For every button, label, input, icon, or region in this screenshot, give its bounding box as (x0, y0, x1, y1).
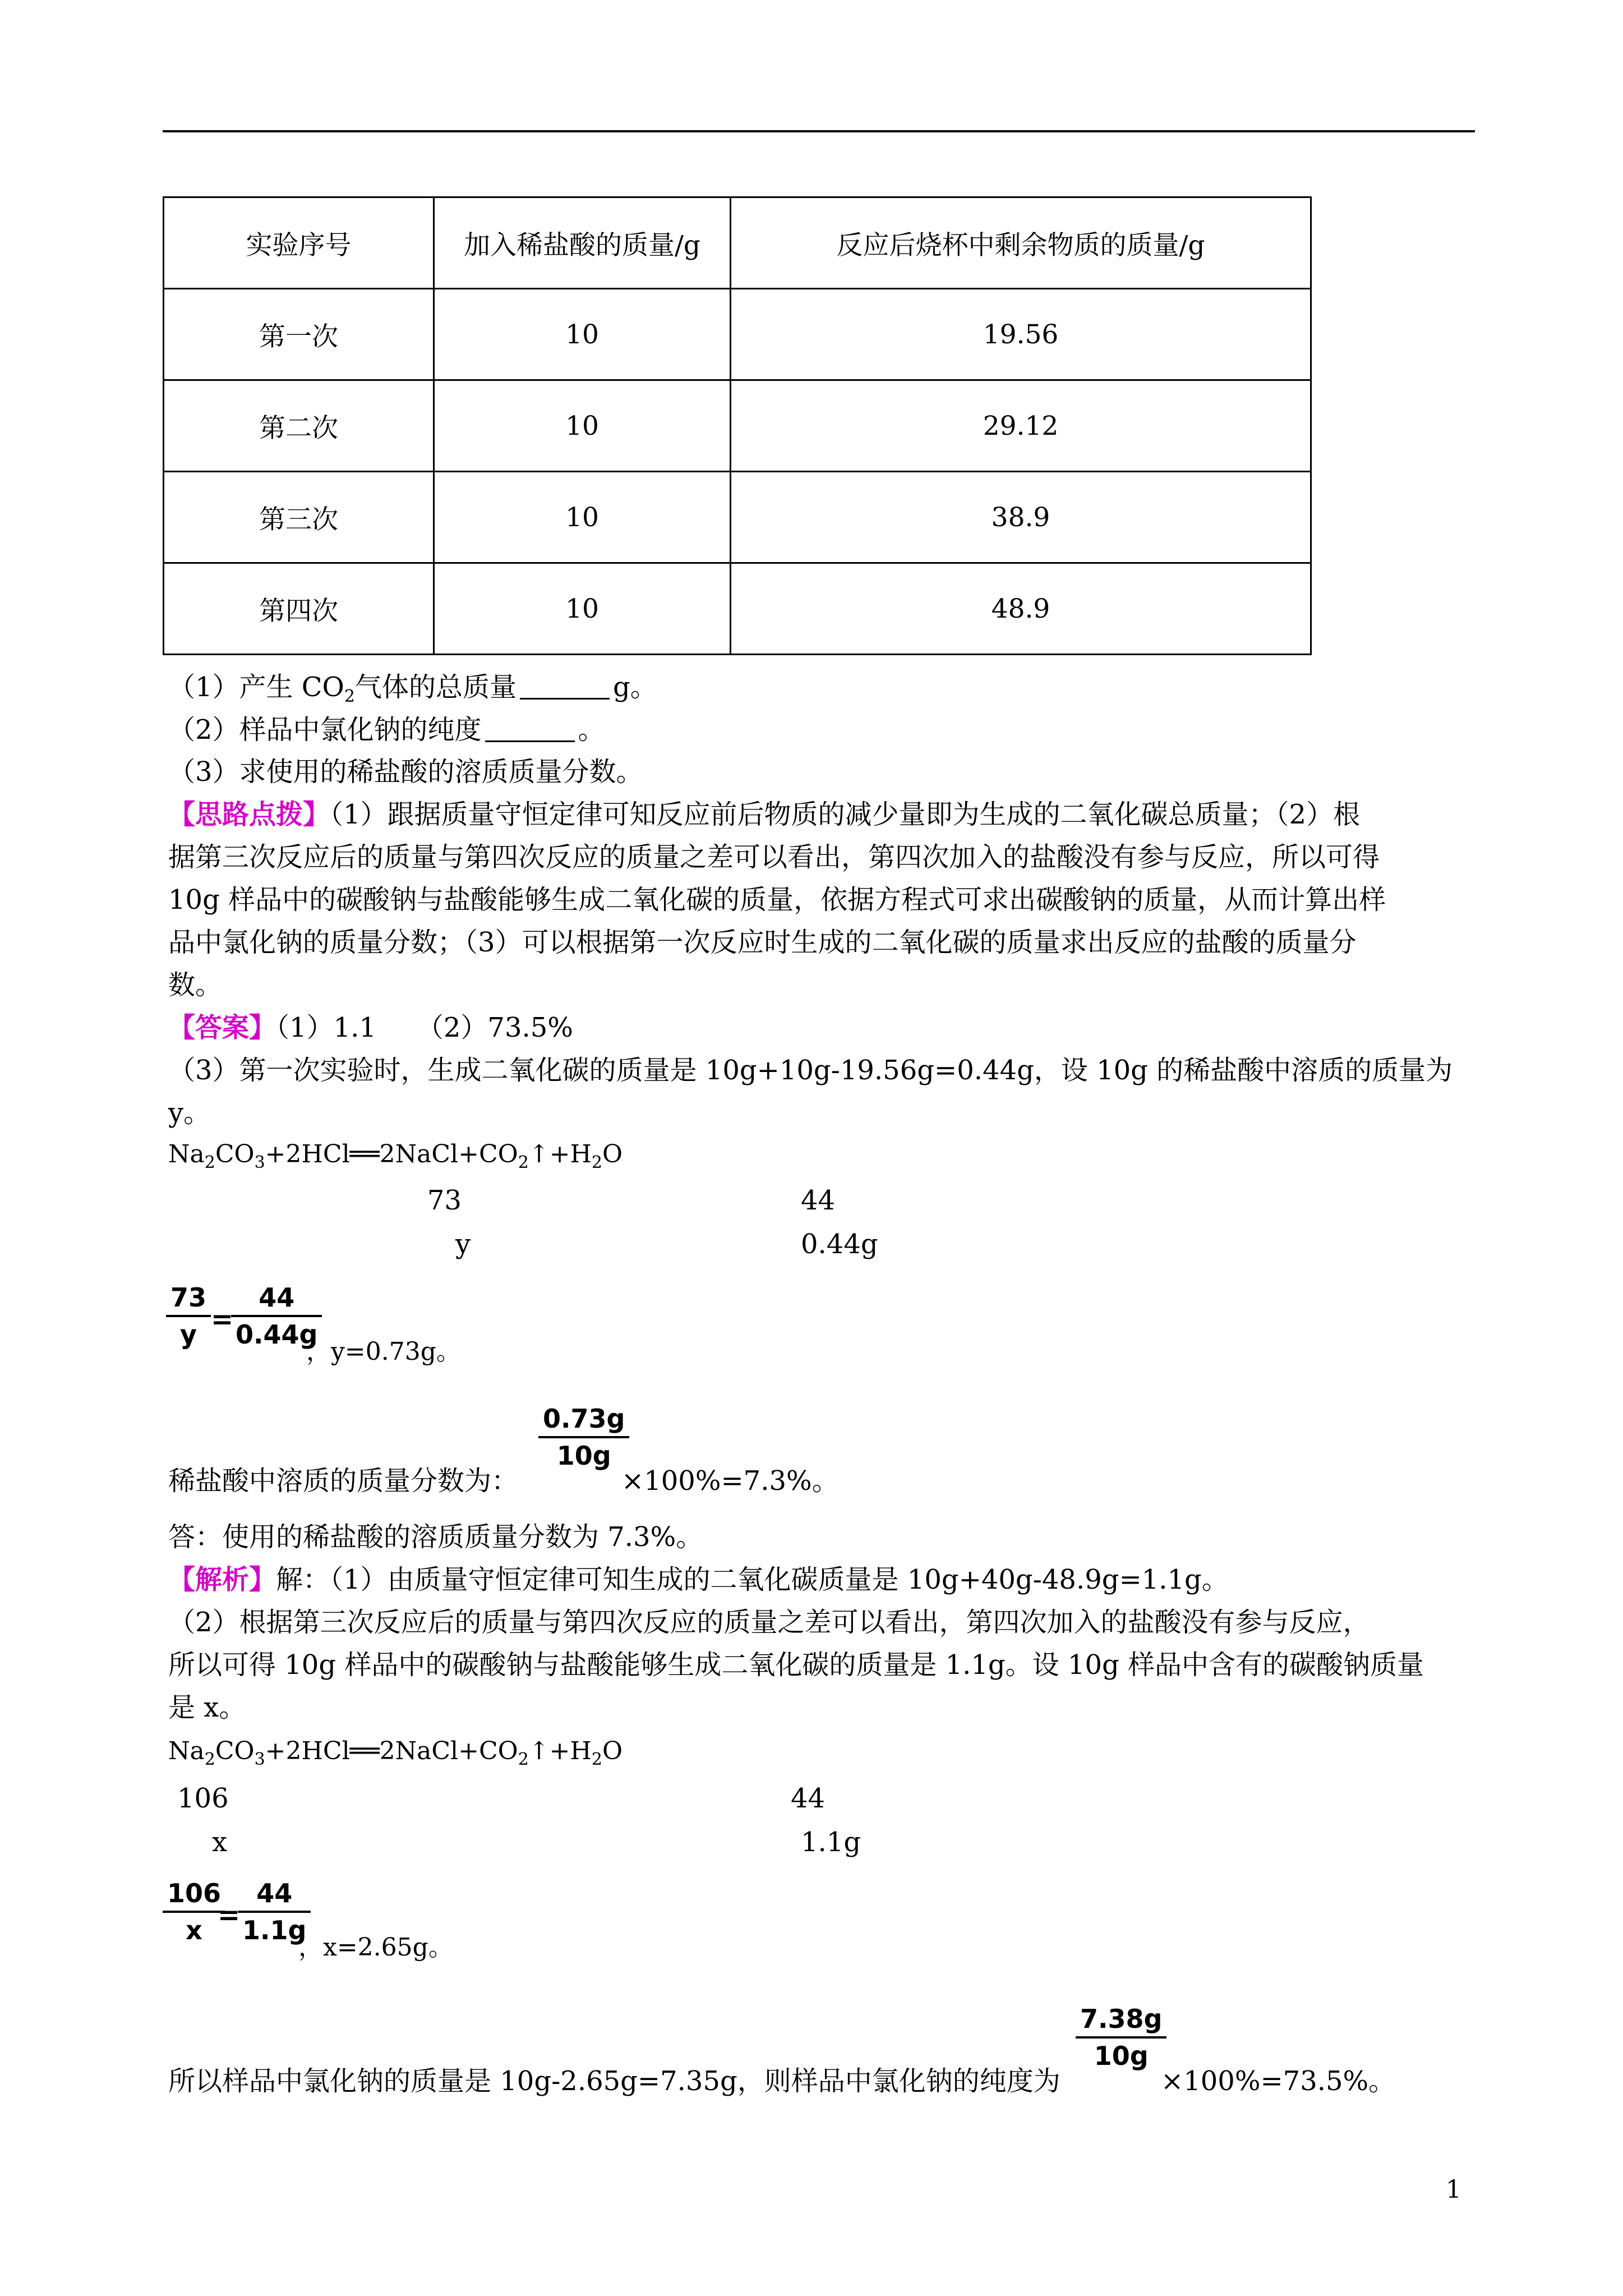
mass-0-44g: 0.44g (801, 1228, 878, 1260)
subscript: 2 (591, 1153, 602, 1172)
table-header-cell: 加入稀盐酸的质量/g (434, 197, 731, 289)
denominator: x (186, 1915, 202, 1945)
table-header-row (164, 197, 1311, 289)
numerator: 44 (256, 1878, 293, 1908)
hint-line-1 (168, 801, 1360, 828)
eq-part: CO (215, 1140, 255, 1168)
hint-text: （1）跟据质量守恒定律可知反应前后物质的减少量即为生成的二氧化碳总质量；（2）根 (330, 799, 1361, 830)
table-cell: 48.9 (731, 563, 1311, 655)
equals-sign: = (218, 1899, 241, 1931)
mass-44-b: 44 (791, 1783, 826, 1814)
table-cell: 第二次 (164, 380, 434, 472)
table-cell: 29.12 (731, 380, 1311, 472)
subscript: 2 (518, 1153, 529, 1172)
answer-text: （1）1.1 （2）73.5% (276, 1012, 573, 1043)
y-result: ，y=0.73g。 (306, 1337, 461, 1366)
table-cell: 19.56 (731, 289, 1311, 380)
question-text: 气体的总质量 (354, 671, 517, 703)
numerator: 106 (167, 1878, 222, 1908)
denominator: 0.44g (236, 1319, 318, 1350)
fraction-73-y (166, 1282, 211, 1350)
table-cell: 10 (434, 380, 731, 472)
numerator: 7.38g (1080, 2004, 1163, 2034)
question-text: （1）产生 CO (168, 671, 344, 703)
denominator: 10g (1094, 2041, 1149, 2071)
answer-blank (520, 673, 610, 700)
table-header-cell: 反应后烧杯中剩余物质的质量/g (731, 197, 1311, 289)
table-cell: 第一次 (164, 289, 434, 380)
x-result: ，x=2.65g。 (298, 1933, 453, 1962)
chemical-equation-1 (168, 1140, 623, 1172)
numerator: 44 (259, 1282, 295, 1313)
numerator: 0.73g (543, 1404, 625, 1434)
eq-part: Na (168, 1140, 205, 1168)
table-row (164, 563, 1311, 655)
subscript: 2 (591, 1750, 602, 1769)
fraction-073g-10g (538, 1406, 629, 1469)
analysis-line-1 (168, 1566, 1229, 1593)
numerator: 73 (170, 1282, 207, 1313)
fraction-738g-10g (1076, 2006, 1166, 2069)
subscript: 2 (204, 1750, 215, 1769)
hint-line-4: 品中氯化钠的质量分数；（3）可以根据第一次反应时生成的二氧化碳的质量求出反应的盐酸的质量分 (168, 927, 1357, 958)
concentration-label: 稀盐酸中溶质的质量分数为： (168, 1465, 519, 1497)
eq-part: ↑+H (528, 1737, 592, 1765)
table-row (164, 472, 1311, 563)
subscript: 2 (518, 1750, 529, 1769)
answer-line-3a: （3）第一次实验时，生成二氧化碳的质量是 10g+10g-19.56g=0.44g，设 10g 的稀盐酸中溶质的质量为 (168, 1055, 1453, 1086)
fraction-106-x (163, 1880, 225, 1943)
analysis-tag: 【解析】 (168, 1564, 276, 1595)
mass-73: 73 (427, 1185, 462, 1216)
subscript: 3 (254, 1750, 265, 1769)
hint-line-2: 据第三次反应后的质量与第四次反应的质量之差可以看出，第四次加入的盐酸没有参与反应，所以可得 (168, 841, 1380, 873)
denominator: 10g (556, 1441, 611, 1471)
question-text: g。 (613, 671, 657, 703)
analysis-line-3: 所以可得 10g 样品中的碳酸钠与盐酸能够生成二氧化碳的质量是 1.1g。设 10g 样品中含有的碳酸钠质量 (168, 1649, 1424, 1681)
table-row (164, 289, 1311, 380)
eq-part: +2HCl══2NaCl+CO (265, 1737, 518, 1765)
question-3: （3）求使用的稀盐酸的溶质质量分数。 (168, 756, 643, 788)
purity-result: ×100%=73.5%。 (1161, 2065, 1396, 2097)
table-cell: 10 (434, 563, 731, 655)
denominator: y (180, 1319, 197, 1350)
eq-part: +2HCl══2NaCl+CO (265, 1140, 518, 1168)
concentration-result: ×100%=7.3%。 (621, 1465, 839, 1497)
experiment-table (163, 196, 1312, 655)
answer-blank (485, 716, 575, 742)
question-2 (168, 714, 605, 746)
hint-line-3: 10g 样品中的碳酸钠与盐酸能够生成二氧化碳的质量，依据方程式可求出碳酸钠的质量，从而计算出样 (168, 884, 1386, 915)
mass-106: 106 (177, 1783, 229, 1814)
eq-part: Na (168, 1737, 205, 1765)
table-header-cell: 实验序号 (164, 197, 434, 289)
unknown-x: x (212, 1826, 228, 1858)
header-rule (163, 130, 1475, 132)
final-answer: 答：使用的稀盐酸的溶质质量分数为 7.3%。 (168, 1521, 703, 1553)
analysis-text: 解：（1）由质量守恒定律可知生成的二氧化碳质量是 10g+40g-48.9g=1.1g。 (276, 1564, 1229, 1595)
question-text: 。 (578, 714, 605, 746)
hint-tag: 【思路点拨】 (168, 799, 330, 830)
equals-sign: = (211, 1304, 234, 1335)
table-cell: 38.9 (731, 472, 1311, 563)
answer-tag: 【答案】 (168, 1012, 276, 1043)
chemical-equation-2 (168, 1737, 623, 1769)
subscript: 3 (254, 1153, 265, 1172)
hint-line-5: 数。 (168, 969, 223, 1001)
mass-1-1g: 1.1g (801, 1826, 861, 1858)
answer-line-3b: y。 (168, 1097, 211, 1129)
analysis-line-2: （2）根据第三次反应后的质量与第四次反应的质量之差可以看出，第四次加入的盐酸没有参与反应， (168, 1607, 1370, 1638)
analysis-line-4: 是 x。 (168, 1692, 246, 1723)
eq-part: ↑+H (528, 1140, 592, 1168)
table-cell: 10 (434, 472, 731, 563)
purity-line: 所以样品中氯化钠的质量是 10g-2.65g=7.35g，则样品中氯化钠的纯度为 (168, 2065, 1061, 2097)
unknown-y: y (455, 1228, 471, 1260)
subscript: 2 (204, 1153, 215, 1172)
table-row (164, 380, 1311, 472)
eq-part: O (602, 1737, 623, 1765)
page-number: 1 (1446, 2175, 1461, 2204)
eq-part: CO (215, 1737, 255, 1765)
denominator: 1.1g (242, 1915, 307, 1945)
question-1 (168, 671, 657, 706)
table-cell: 10 (434, 289, 731, 380)
question-text: （2）样品中氯化钠的纯度 (168, 714, 482, 746)
subscript: 2 (344, 687, 355, 706)
table-cell: 第三次 (164, 472, 434, 563)
eq-part: O (602, 1140, 623, 1168)
mass-44: 44 (801, 1185, 836, 1216)
answer-line (168, 1014, 573, 1041)
table-cell: 第四次 (164, 563, 434, 655)
